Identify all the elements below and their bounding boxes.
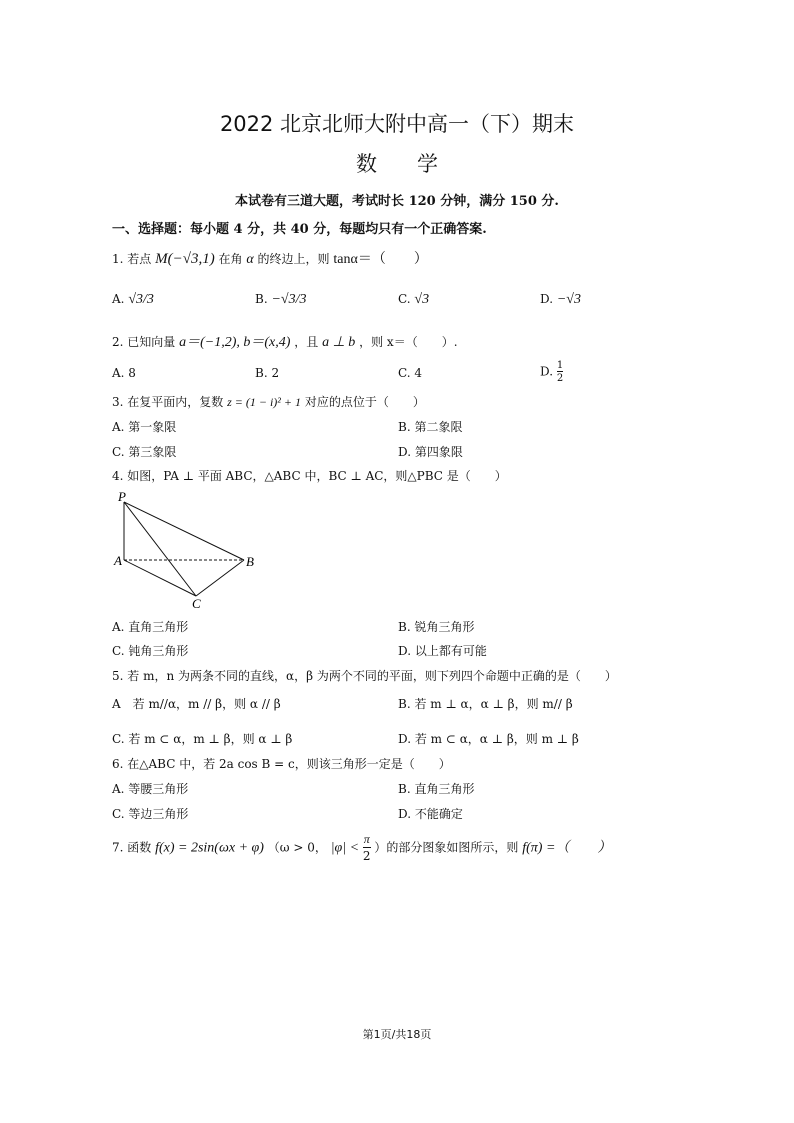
q6-option-b: B. 直角三角形 [398, 782, 475, 796]
q2-vectors: a＝(−1,2), b＝(x,4) [179, 335, 291, 350]
edge-pc [124, 502, 196, 596]
edge-pb [124, 502, 244, 560]
option-label: A. [112, 292, 125, 306]
q4-option-d: D. 以上都有可能 [398, 644, 487, 658]
q1-option-c-value: √3 [414, 292, 430, 307]
exam-intro: 本试卷有三道大题，考试时长 120 分钟，满分 150 分. [235, 194, 559, 209]
edge-cb [196, 560, 244, 596]
q1-option-b-value: −√3/3 [271, 292, 307, 307]
q1-prefix: 1. 若点 [112, 252, 152, 266]
q7-condition-phi: |φ| < [330, 840, 360, 856]
denominator: 2 [362, 849, 371, 863]
q7-suffix: ）的部分图象如图所示，则 [374, 840, 519, 855]
q2-middle: ，且 [294, 335, 319, 349]
q7-function: f(x) = 2sin(ωx + φ) [155, 840, 264, 856]
q4-option-c: C. 钝角三角形 [112, 644, 189, 658]
q5-option-d: D. 若 m ⊂ α，α ⊥ β，则 m ⊥ β [398, 732, 579, 746]
q2-option-d-fraction [557, 360, 563, 384]
q4-geometry-figure [108, 488, 268, 612]
q1-option-b [255, 292, 307, 308]
q2-option-c: C. 4 [398, 366, 423, 380]
page-footer: 第1页/共18页 [362, 1028, 432, 1041]
q3-option-c: C. 第三象限 [112, 445, 177, 459]
q5-option-a: A 若 m//α，m // β，则 α // β [112, 697, 281, 711]
denominator: 2 [556, 373, 564, 384]
question-3-stem [112, 393, 425, 410]
question-1-stem [112, 248, 428, 268]
subject-title: 数学 [356, 152, 478, 176]
question-5-stem: 5. 若 m，n 为两条不同的直线，α，β 为两个不同的平面，则下列四个命题中正确的是（ ） [112, 669, 617, 683]
q1-option-d [540, 292, 581, 308]
q5-option-c: C. 若 m ⊂ α，m ⊥ β，则 α ⊥ β [112, 732, 293, 746]
question-7-stem [112, 832, 611, 864]
question-6-stem: 6. 在△ABC 中，若 2a cos B = c，则该三角形一定是（ ） [112, 757, 451, 771]
question-2-stem [112, 331, 458, 351]
option-label: B. [255, 292, 268, 306]
label-c: C [192, 596, 201, 611]
q1-option-d-value: −√3 [556, 292, 581, 307]
q1-option-a [112, 292, 154, 308]
q3-expr: z = (1 − i)² + 1 [227, 395, 301, 409]
q3-prefix: 3. 在复平面内，复数 [112, 395, 224, 409]
q2-prefix: 2. 已知向量 [112, 335, 176, 349]
q1-tan: tanα＝（ ） [333, 252, 428, 267]
option-label: D. [540, 364, 554, 379]
question-4-stem: 4. 如图，PA ⊥ 平面 ABC，△ABC 中，BC ⊥ AC，则△PBC 是（ ） [112, 469, 507, 483]
label-b: B [246, 554, 254, 569]
q5-option-b: B. 若 m ⊥ α，α ⊥ β，则 m// β [398, 697, 573, 711]
page-title: 2022 北京北师大附中高一（下）期末 [219, 112, 575, 136]
q4-option-b: B. 锐角三角形 [398, 620, 475, 634]
option-label: C. [398, 292, 411, 306]
numerator: 1 [556, 360, 564, 371]
q2-option-a: A. 8 [112, 366, 136, 380]
q2-suffix: ，则 x＝（ ）. [359, 335, 458, 349]
q1-alpha: α [246, 252, 254, 267]
section-heading: 一、选择题：每小题 4 分，共 40 分，每题均只有一个正确答案. [112, 222, 487, 237]
q7-condition-omega: （ω > 0， [267, 840, 327, 855]
q1-middle: 在角 [218, 252, 243, 266]
q3-option-b: B. 第二象限 [398, 420, 463, 434]
q1-point: M(−√3,1) [155, 251, 215, 267]
edge-ac [124, 560, 196, 596]
q6-option-a: A. 等腰三角形 [112, 782, 189, 796]
q7-pi-over-two [363, 832, 371, 864]
q1-option-c [398, 292, 429, 308]
q3-option-a: A. 第一象限 [112, 420, 177, 434]
q3-suffix: 对应的点位于（ ） [304, 395, 425, 409]
label-p: P [118, 489, 126, 504]
q2-option-b: B. 2 [255, 366, 280, 380]
q7-prefix: 7. 函数 [112, 840, 152, 855]
label-a: A [114, 553, 122, 568]
q2-option-d [540, 360, 563, 384]
numerator: π [363, 832, 370, 846]
q1-option-a-value: √3/3 [128, 292, 154, 307]
q4-option-a: A. 直角三角形 [112, 620, 189, 634]
option-label: D. [540, 292, 554, 306]
q6-option-d: D. 不能确定 [398, 807, 463, 821]
q7-ask: f(π) =（ ） [522, 840, 612, 856]
q3-option-d: D. 第四象限 [398, 445, 463, 459]
q2-perp: a ⊥ b [322, 335, 356, 350]
q6-option-c: C. 等边三角形 [112, 807, 189, 821]
q1-suffix: 的终边上，则 [257, 252, 330, 266]
